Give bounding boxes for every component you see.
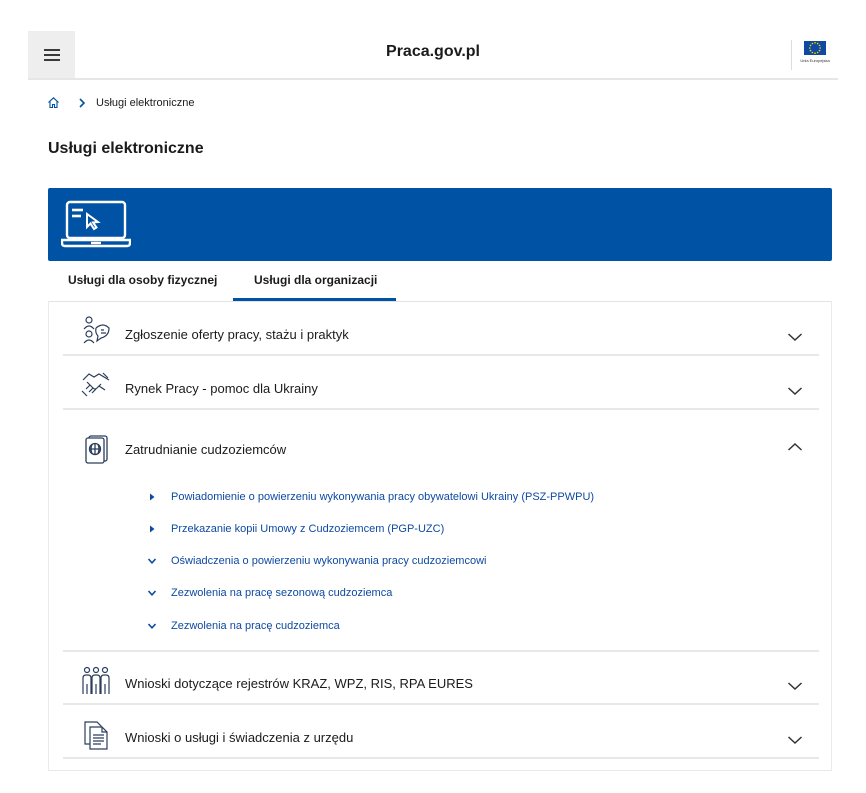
- eu-flag-icon: [804, 41, 826, 55]
- accordion-item-job-offer[interactable]: [63, 301, 819, 356]
- accordion-item-ukraine-help[interactable]: [63, 355, 819, 410]
- eu-logo: [791, 40, 838, 70]
- sub-item-work-permits[interactable]: [147, 616, 340, 636]
- chevron-down-icon: [147, 588, 157, 598]
- breadcrumb-current: Usługi elektroniczne: [96, 96, 195, 109]
- chevron-right-icon: [78, 98, 86, 108]
- tab-individual[interactable]: Usługi dla osoby fizycznej: [68, 273, 218, 287]
- sub-item-psz-ppwpu[interactable]: [147, 487, 594, 507]
- chevron-up-icon: [787, 442, 803, 452]
- sub-item-seasonal-permits[interactable]: [147, 583, 392, 603]
- tab-bar: [48, 261, 832, 302]
- chevron-down-icon: [787, 332, 803, 342]
- accordion-item-label: Rynek Pracy - pomoc dla Ukrainy: [125, 381, 318, 396]
- chevron-down-icon: [787, 386, 803, 396]
- accordion-item-label: Wnioski o usługi i świadczenia z urzędu: [125, 730, 354, 745]
- group-icon: [81, 666, 111, 696]
- eu-label: Unia Europejska: [800, 58, 830, 63]
- accordion-item-registers[interactable]: [63, 650, 819, 705]
- top-bar: [28, 31, 838, 80]
- services-banner: [48, 188, 832, 261]
- sub-item-label: Powiadomienie o powierzeniu wykonywania pracy obywatelowi Ukrainy (PSZ-PPWPU): [171, 491, 595, 503]
- breadcrumb: [47, 96, 194, 109]
- page-title: Usługi elektroniczne: [48, 140, 204, 157]
- home-icon[interactable]: [47, 96, 60, 109]
- chevron-down-icon: [787, 735, 803, 745]
- caret-right-icon: [147, 492, 157, 502]
- accordion-item-foreigners[interactable]: [63, 409, 819, 652]
- chevron-down-icon: [147, 556, 157, 566]
- sub-item-label: Oświadczenia o powierzeniu wykonywania pracy cudzoziemcowi: [171, 555, 487, 567]
- sub-item-declarations[interactable]: [147, 551, 486, 571]
- sub-item-label: Zezwolenia na pracę sezonową cudzoziemca: [171, 587, 393, 599]
- caret-right-icon: [147, 524, 157, 534]
- sub-item-label: Zezwolenia na pracę cudzoziemca: [171, 620, 340, 632]
- laptop-cursor-icon: [61, 200, 131, 248]
- chevron-down-icon: [147, 621, 157, 631]
- accordion-item-label: Zatrudnianie cudzoziemców: [125, 442, 287, 457]
- accordion-item-label: Zgłoszenie oferty pracy, stażu i praktyk: [125, 327, 349, 342]
- passport-icon: [81, 434, 111, 464]
- documents-icon: [81, 720, 111, 750]
- people-offer-icon: [81, 314, 111, 344]
- chevron-down-icon: [787, 681, 803, 691]
- sub-item-label: Przekazanie kopii Umowy z Cudzoziemcem (PGP-UZC): [171, 523, 445, 535]
- site-title[interactable]: Praca.gov.pl: [386, 43, 480, 60]
- sub-item-pgp-uzc[interactable]: [147, 519, 444, 539]
- accordion-item-label: Wnioski dotyczące rejestrów KRAZ, WPZ, RIS, RPA EURES: [125, 676, 473, 691]
- services-accordion: [48, 301, 832, 771]
- tab-organization[interactable]: Usługi dla organizacji: [233, 261, 396, 301]
- accordion-item-applications[interactable]: [63, 704, 819, 759]
- handshake-icon: [81, 368, 111, 398]
